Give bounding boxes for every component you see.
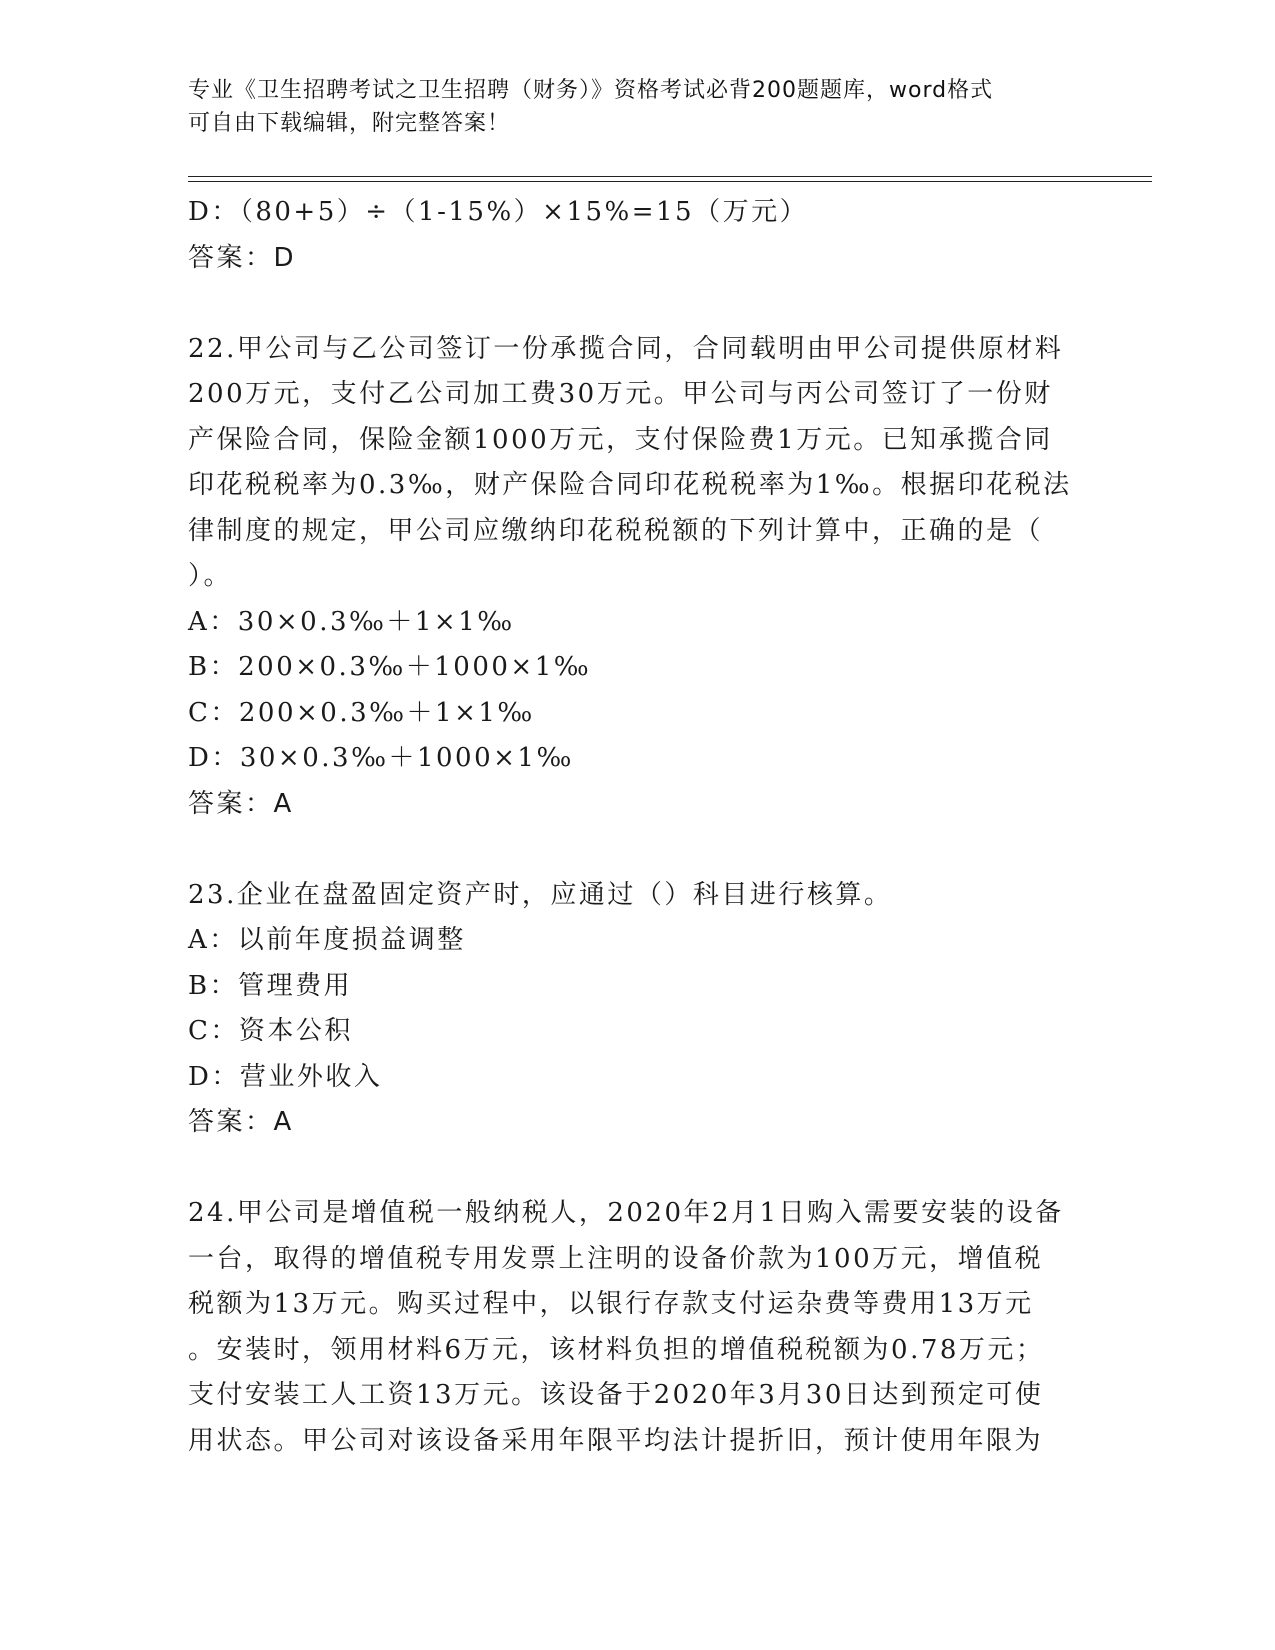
block-spacer [188,1146,1078,1192]
page-header [188,74,1068,140]
question-text-line: 税额为13万元。购买过程中，以银行存款支付运杂费等费用13万元 [188,1289,1034,1319]
question-text-line: 22.甲公司与乙公司签订一份承揽合同，合同载明由甲公司提供原材料 [188,333,1064,364]
question-text-line: ）。 [188,561,233,591]
header-line-2: 可自由下载编辑，附完整答案！ [188,111,511,136]
question-block-24 [188,1191,1078,1464]
block-spacer [188,281,1078,327]
question-text-line: 印花税税率为0.3‰，财产保险合同印花税税率为1‰。根据印花税法 [188,470,1072,500]
question-text-line: 24.甲公司是增值税一般纳税人，2020年2月1日购入需要安装的设备 [188,1198,1064,1228]
answer-line: 答案：D [188,242,297,273]
option-c: C：200×0.3‰＋1×1‰ [188,697,535,728]
option-b: B：管理费用 [188,970,353,1001]
question-text-line: 一台，取得的增值税专用发票上注明的设备价款为100万元，增值税 [188,1243,1044,1274]
option-line: D：（80+5）÷（1-15%）×15%=15（万元） [188,197,809,227]
question-text-line: 23.企业在盘盈固定资产时，应通过（）科目进行核算。 [188,879,893,910]
option-d: D：30×0.3‰＋1000×1‰ [188,743,574,773]
question-block-23 [188,873,1078,1146]
question-block-22 [188,327,1078,828]
answer-line: 答案：A [188,1107,294,1137]
question-content [188,190,1078,1464]
question-text-line: 。安装时，领用材料6万元，该材料负担的增值税税额为0.78万元； [188,1334,1045,1365]
question-text-line: 用状态。甲公司对该设备采用年限平均法计提折旧，预计使用年限为 [188,1425,1044,1456]
option-a: A：30×0.3‰＋1×1‰ [188,606,515,637]
option-b: B：200×0.3‰＋1000×1‰ [188,652,592,682]
question-text-line: 产保险合同，保险金额1000万元，支付保险费1万元。已知承揽合同 [188,424,1053,455]
question-block-21 [188,190,1078,281]
answer-line: 答案：A [188,788,294,819]
header-line-1: 专业《卫生招聘考试之卫生招聘（财务）》资格考试必背200题题库，word格式 [188,78,994,103]
question-text-line: 律制度的规定，甲公司应缴纳印花税税额的下列计算中，正确的是（ [188,515,1044,546]
block-spacer [188,827,1078,873]
option-c: C：资本公积 [188,1016,353,1046]
header-divider-top [188,176,1152,177]
option-d: D：营业外收入 [188,1061,383,1092]
question-text-line: 支付安装工人工资13万元。该设备于2020年3月30日达到预定可使 [188,1380,1044,1410]
header-divider-bottom [188,181,1152,182]
question-text-line: 200万元，支付乙公司加工费30万元。甲公司与丙公司签订了一份财 [188,379,1053,409]
option-a: A：以前年度损益调整 [188,925,466,955]
